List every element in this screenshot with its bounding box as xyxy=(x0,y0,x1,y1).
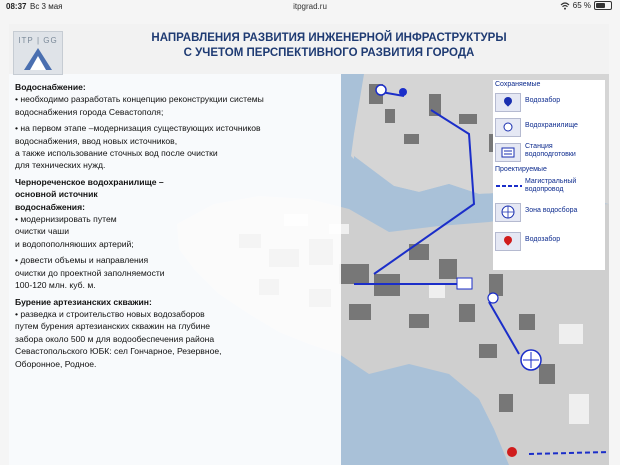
slide-text xyxy=(15,81,333,370)
company-logo xyxy=(13,31,63,75)
legend-label: Зона водосбора xyxy=(525,207,578,214)
wifi-icon xyxy=(560,2,570,10)
text-line: 100-120 млн. куб. м. xyxy=(15,280,96,291)
text-line: Оборонное, Родное. xyxy=(15,358,97,369)
battery-fill xyxy=(596,3,605,8)
section-heading-reservoir: водоснабжения: xyxy=(15,201,85,212)
text-line: очистки чаши xyxy=(15,226,70,237)
text-line: • разведка и строительство новых водозаборов xyxy=(15,308,205,319)
legend-section-existing: Сохраняемые xyxy=(495,81,541,88)
status-indicators xyxy=(560,1,612,10)
status-bar xyxy=(0,0,620,13)
text-line: путем бурения артезианских скважин на глубине xyxy=(15,321,211,332)
text-line: и водопополняюших артерий; xyxy=(15,238,134,249)
legend-catchment-zone xyxy=(493,201,603,223)
legend-reservoir xyxy=(493,116,603,138)
water-intake-icon xyxy=(495,93,521,112)
legend-label: Водозабор xyxy=(525,236,561,243)
title-line-2: С УЧЕТОМ ПЕРСПЕКТИВНОГО РАЗВИТИЯ ГОРОДА xyxy=(183,47,475,59)
text-line: для технических нужд. xyxy=(15,160,106,171)
legend-water-intake xyxy=(493,91,603,113)
text-line: водоснабжения, ввод новых источников, xyxy=(15,135,178,146)
section-heading-water-supply: Водоснабжение: xyxy=(15,82,86,92)
url-bar[interactable]: itpgrad.ru xyxy=(293,2,327,11)
slide-title xyxy=(139,31,519,61)
date: Вс 3 мая xyxy=(30,2,63,11)
battery-percent: 65 % xyxy=(572,1,591,10)
text-line: • на первом этапе –модернизация существующих источников xyxy=(15,123,261,134)
battery-icon xyxy=(594,1,612,10)
legend-label: Водохранилище xyxy=(525,122,578,129)
text-line: водоснабжения города Севастополя; xyxy=(15,106,164,117)
legend-label: Станция водоподготовки xyxy=(525,143,576,158)
legend-new-water-intake xyxy=(493,230,603,252)
slide-header xyxy=(9,24,609,74)
text-line: а также использование сточных вод после очистки xyxy=(15,148,218,159)
map-legend xyxy=(493,80,605,270)
legend-label: Магистральный водопровод xyxy=(525,178,577,193)
text-line: • необходимо разработать концепцию реконструкции системы xyxy=(15,94,264,105)
text-line: забора около 500 м для водообеспечения района xyxy=(15,333,215,344)
text-line: Севастопольского ЮБК: сел Гончарное, Резервное, xyxy=(15,346,222,357)
legend-label: Водозабор xyxy=(525,97,561,104)
logo-emblem-icon xyxy=(14,44,62,74)
legend-treatment-station xyxy=(493,141,603,163)
presentation-slide xyxy=(9,24,609,465)
section-heading-reservoir: Чернореченское водохранилище – xyxy=(15,176,164,187)
legend-main-pipeline xyxy=(493,176,603,198)
section-heading-reservoir: основной источник xyxy=(15,189,98,200)
section-heading-wells: Бурение артезианских скважин: xyxy=(15,296,152,307)
reservoir-icon xyxy=(495,118,521,137)
clock: 08:37 xyxy=(6,2,27,11)
treatment-station-icon xyxy=(495,143,521,162)
title-line-1: НАПРАВЛЕНИЯ РАЗВИТИЯ ИНЖЕНЕРНОЙ ИНФРАСТРУКТУРЫ xyxy=(151,32,507,44)
new-water-intake-icon xyxy=(495,232,521,251)
text-line: • довести объемы и направления xyxy=(15,255,149,266)
logo-text: ІТР | GG xyxy=(18,36,58,45)
text-line: • модернизировать путем xyxy=(15,214,117,225)
pipeline-dashed-icon xyxy=(495,178,523,195)
catchment-zone-icon xyxy=(495,203,521,222)
text-line: очистки до проектной заполняемости xyxy=(15,267,165,278)
legend-section-projected: Проектируемые xyxy=(495,166,547,173)
